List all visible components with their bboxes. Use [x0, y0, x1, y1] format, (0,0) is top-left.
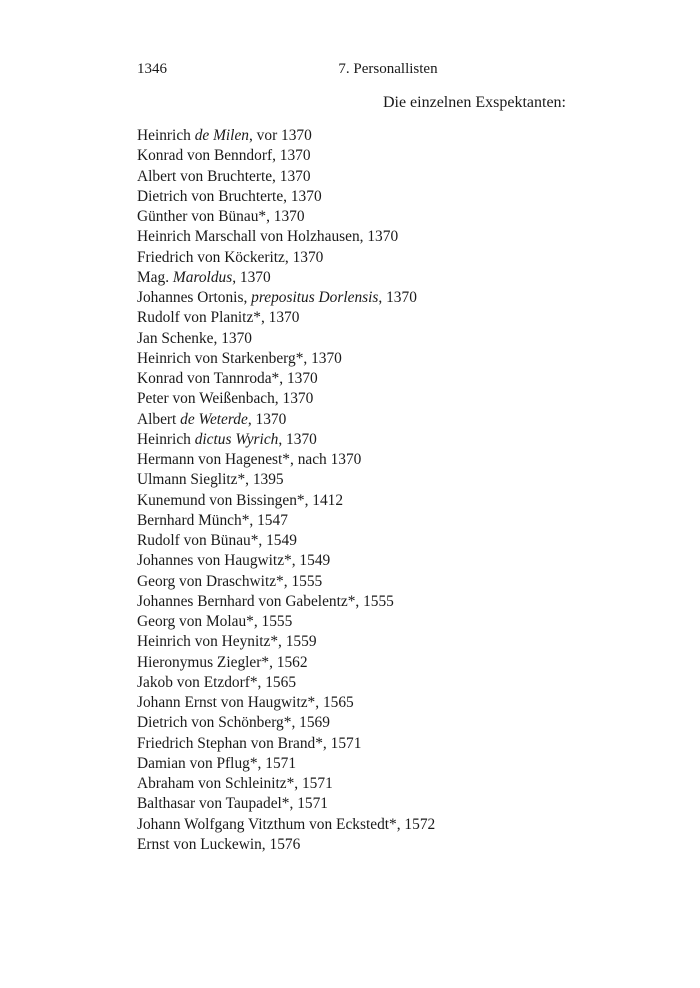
list-item [137, 369, 435, 389]
entry-text: , 1370 [278, 430, 317, 448]
list-item [137, 531, 435, 551]
italic-text: dictus Wyrich [194, 430, 279, 448]
list-item [137, 329, 435, 349]
entry-text: Georg von Draschwitz*, 1555 [137, 572, 323, 590]
entry-text: Ernst von Luckewin, 1576 [137, 835, 301, 853]
entry-text: Peter von Weißenbach, 1370 [137, 390, 314, 408]
list-item [137, 572, 435, 592]
list-item [137, 653, 435, 673]
entry-text: , 1370 [247, 410, 287, 428]
entry-text: Dietrich von Bruchterte, 1370 [137, 187, 322, 205]
list-item [137, 430, 435, 450]
entry-text: Damian von Pflug*, 1571 [137, 754, 297, 772]
entry-text: Mag. [137, 268, 173, 286]
entry-text: Hermann von Hagenest*, nach 1370 [137, 451, 362, 468]
list-item [137, 592, 435, 612]
running-head: 7. Personallisten [338, 61, 438, 77]
list-item [137, 511, 435, 531]
entry-text: Albert von Bruchterte, 1370 [137, 167, 311, 185]
entry-text: Heinrich Marschall von Holzhausen, 1370 [137, 228, 399, 246]
list-item [137, 754, 435, 774]
list-item [137, 349, 435, 369]
entry-text: Johann Ernst von Haugwitz*, 1565 [137, 694, 354, 711]
entry-text: Rudolf von Bünau*, 1549 [137, 532, 297, 549]
italic-text: de Milen [194, 127, 249, 144]
entry-text: Ulmann Sieglitz*, 1395 [137, 471, 284, 489]
entry-text: , vor 1370 [248, 127, 312, 144]
list-item [137, 794, 435, 814]
list-item [137, 308, 435, 328]
list-item [137, 126, 435, 146]
list-item [137, 612, 435, 632]
entry-text: Heinrich [137, 430, 195, 448]
entry-text: , 1370 [232, 268, 271, 286]
list-item [137, 167, 435, 187]
entry-text: Heinrich [137, 127, 195, 144]
entry-text: Bernhard Münch*, 1547 [137, 511, 288, 529]
entry-text: Georg von Molau*, 1555 [137, 613, 293, 630]
entry-text: Balthasar von Taupadel*, 1571 [137, 795, 328, 813]
entry-text: , 1370 [378, 289, 417, 306]
entry-text: Konrad von Tannroda*, 1370 [137, 370, 318, 387]
entry-text: Johannes Bernhard von Gabelentz*, 1555 [137, 592, 394, 610]
entry-text: Friedrich Stephan von Brand*, 1571 [137, 734, 362, 752]
list-item [137, 491, 435, 511]
list-item [137, 774, 435, 794]
list-item [137, 673, 435, 693]
list-item [137, 288, 435, 308]
list-item [137, 146, 435, 166]
list-item [137, 713, 435, 733]
list-item [137, 450, 435, 470]
list-item [137, 551, 435, 571]
entry-text: Albert [137, 410, 181, 428]
entry-text: Hieronymus Ziegler*, 1562 [137, 653, 308, 671]
list-item [137, 248, 435, 268]
section-title: Die einzelnen Exspektanten: [382, 94, 566, 111]
italic-text: de Weterde [180, 410, 248, 428]
list-item [137, 835, 435, 855]
entry-text: Heinrich von Starkenberg*, 1370 [137, 349, 342, 367]
entry-text: Jan Schenke, 1370 [137, 329, 252, 347]
list-item [137, 632, 435, 652]
entry-text: Abraham von Schleinitz*, 1571 [137, 775, 333, 792]
entry-text: Rudolf von Planitz*, 1370 [137, 309, 300, 327]
list-item [137, 470, 435, 490]
list-item [137, 410, 435, 430]
italic-text: prepositus Dorlensis [251, 289, 379, 306]
list-item [137, 815, 435, 835]
entry-text: Friedrich von Köckeritz, 1370 [137, 248, 324, 266]
entry-text: Konrad von Benndorf, 1370 [137, 147, 311, 165]
entry-text: Heinrich von Heynitz*, 1559 [137, 633, 317, 651]
entry-text: Jakob von Etzdorf*, 1565 [137, 673, 297, 691]
entry-text: Günther von Bünau*, 1370 [137, 208, 305, 225]
expectant-list [137, 126, 435, 855]
entry-text: Dietrich von Schönberg*, 1569 [137, 714, 330, 732]
entry-text: Kunemund von Bissingen*, 1412 [137, 491, 344, 509]
entry-text: Johannes von Haugwitz*, 1549 [137, 552, 331, 570]
list-item [137, 227, 435, 247]
page-number: 1346 [137, 61, 167, 77]
list-item [137, 693, 435, 713]
list-item [137, 734, 435, 754]
list-item [137, 187, 435, 207]
list-item [137, 207, 435, 227]
list-item [137, 268, 435, 288]
list-item [137, 389, 435, 409]
entry-text: Johann Wolfgang Vitzthum von Eckstedt*, 1572 [137, 815, 436, 833]
italic-text: Maroldus [172, 268, 233, 286]
entry-text: Johannes Ortonis, [137, 289, 252, 306]
